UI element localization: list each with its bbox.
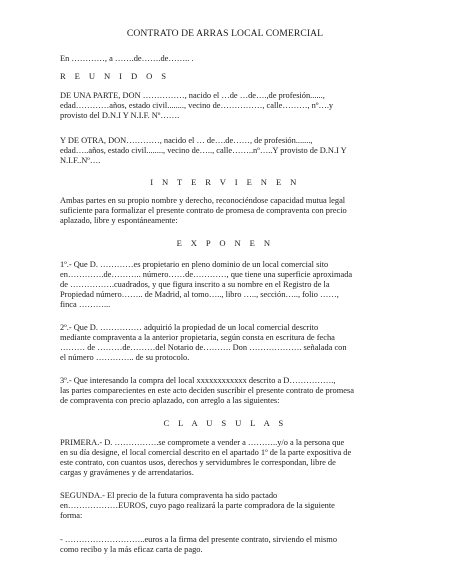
text-line: cargas y gravámenes y de arrendatarios. [60,468,194,477]
text-line: aplazado, libre y espontáneamente: [60,216,178,225]
text-line: - ………………………..euros a la firma del presente contrato, sirviendo el mismo [60,535,338,544]
text-line: Ambas partes en su propio nombre y derecho, reconociéndose capacidad mutua legal [60,196,346,205]
document-title: CONTRATO DE ARRAS LOCAL COMERCIAL [126,28,324,39]
clausula-primera [60,438,390,478]
reunidos-heading: R E U N I D O S [60,71,170,81]
exponen-item-3 [60,376,390,406]
payment-paragraph [60,535,390,555]
text-line: mediante compraventa a la anterior propietaria, según consta en escritura de fecha [60,333,335,342]
second-party-paragraph [60,136,390,166]
text-line: edad…..años, estado civil........, vecino de….., calle……..nº…..Y provisto de D.N.I Y [60,146,347,155]
text-line: N.I.F..Nº…. [60,156,101,165]
place-date-line: En …………, a …….de…….de…….. . [60,54,194,63]
text-line: ……… de ………de………del Notario de………. Don ………………. señalada con [60,343,347,352]
text-line: suficiente para formalizar el presente contrato de promesa de compraventa con precio [60,206,347,215]
text-line: 2º.- Que D. …………… adquirió la propiedad de un local comercial descrito [60,323,319,332]
intervienen-paragraph [60,196,390,226]
exponen-heading: E X P O N E N [176,238,274,248]
text-line: PRIMERA.- D. …………….se compromete a vender a ………..y/o a la persona que [60,438,345,447]
text-line: DE UNA PARTE, DON ……………, nacido el …de …de….,de profesión......, [60,91,325,100]
text-line: este contrato, con cuantos usos, derechos y servidumbres le correspondan, libre de [60,458,336,467]
text-line: provisto del D.N.I Y N.I.F. Nº……. [60,111,180,120]
exponen-item-1 [60,260,390,310]
exponen-item-2 [60,323,390,363]
text-line: en………………EUROS, cuyo pago realizará la parte compradora de la siguiente [60,501,335,510]
text-line: en………….de……….. número……de…………, que tiene una superficie aproximada [60,270,353,279]
text-line: como recibo y la más eficaz carta de pago. [60,545,203,554]
text-line: en su día designe, el local comercial descrito en el apartado 1º de la parte expositiva de [60,448,352,457]
text-line: finca ………... [60,300,111,309]
text-line: Y DE OTRA, DON…………, nacido el … de….de……, de profesión......., [60,136,313,145]
intervienen-heading: I N T E R V I E N E N [150,177,300,187]
clausulas-heading: C L A U S U L A S [163,418,287,428]
text-line: Propiedad número…….. de Madrid, al tomo….., libro ….., sección….., folio ……, [60,290,339,299]
clausula-segunda [60,491,390,521]
text-line: 3º.- Que interesando la compra del local xxxxxxxxxxxx descrito a D……………., [60,376,336,385]
text-line: edad…………años, estado civil........, vecino de……………, calle………, nº….y [60,101,334,110]
text-line: 1º.- Que D. …………es propietario en pleno dominio de un local comercial sito [60,260,329,269]
text-line: de compraventa con precio aplazado, con arreglo a las siguientes: [60,396,280,405]
text-line: de …………….cuadrados, y que figura inscrito a su nombre en el Registro de la [60,280,330,289]
text-line: SEGUNDA.- El precio de la futura compraventa ha sido pactado [60,491,278,500]
first-party-paragraph [60,91,390,121]
text-line: el número ………….. de su protocolo. [60,353,190,362]
text-line: las partes comparecientes en este acto deciden suscribir el presente contrato de promesa [60,386,354,395]
text-line: forma: [60,511,83,520]
